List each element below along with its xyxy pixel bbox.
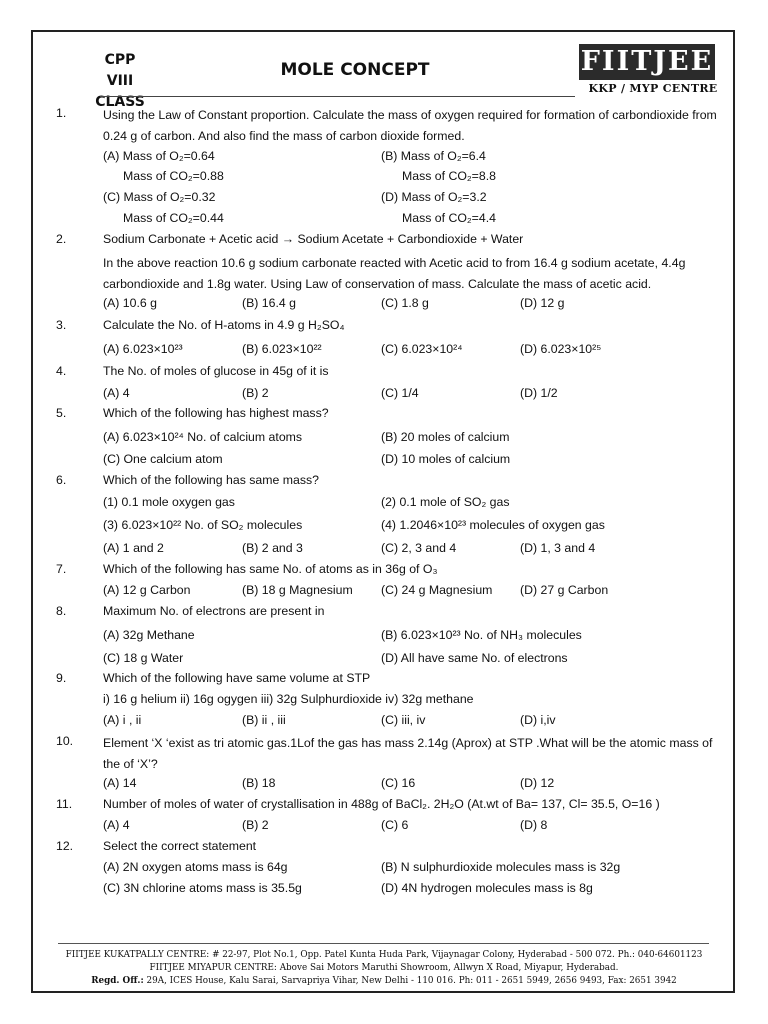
option: (C) 6.023×10²⁴ [381,342,463,356]
option: (D) 27 g Carbon [520,583,609,597]
option: Mass of CO₂=8.8 [402,169,496,183]
fiitjee-logo: FIITJEE [579,44,715,80]
option: (B) 18 [242,776,276,790]
option: (A) 2N oxygen atoms mass is 64g [103,860,288,874]
q6-statements-row-1 [0,494,768,514]
q8-options-row-1 [0,627,768,647]
option: (A) 12 g Carbon [103,583,191,597]
option: Mass of CO₂=0.88 [123,169,224,183]
header-class-block [80,50,160,113]
question-text: Which of the following has same mass? [103,473,319,487]
option: (A) 6.023×10²³ [103,342,183,356]
question-text: Sodium Carbonate + Acetic acid → Sodium Acetate + Carbondioxide + Water [103,232,524,246]
question-number: 8. [56,604,67,618]
option: (A) 6.023×10²⁴ No. of calcium atoms [103,430,303,444]
question-text: Number of moles of water of crystallisation in 488g of BaCl₂. 2H₂O (At.wt of Ba= 137, Cl= 35.5, O=16 ) [103,797,660,811]
page-title: MOLE CONCEPT [280,60,430,80]
question-text: Using the Law of Constant proportion. Calculate the mass of oxygen required for formation of carbondioxide from 0.24 g of carbon. And also find the mass of carbon dioxide formed. [103,108,717,143]
regd-address: 29A, ICES House, Kalu Sarai, Sarvapriya Vihar, New Delhi - 110 016. Ph: 011 - 2651 5949, 2656 9493, Fax: 2651 3942 [143,976,677,986]
option: (C) 6 [381,818,409,832]
option: (D) 1, 3 and 4 [520,541,596,555]
footer-kukatpally: FIITJEE KUKATPALLY CENTRE: # 22-97, Plot No.1, Opp. Patel Kunta Huda Park, Vijaynagar Colony, Hyderabad - 500 072. Ph.: 040-64601123 [65,950,703,960]
option: (B) N sulphurdioxide molecules mass is 32g [381,860,621,874]
q1-options-row-4 [0,210,768,230]
q12-options-row-1 [0,859,768,879]
statement: (4) 1.2046×10²³ molecules of oxygen gas [381,518,605,532]
header-divider [100,96,575,97]
q1-options-row-2 [0,168,768,188]
option: (C) One calcium atom [103,452,223,466]
footer-divider [58,943,709,944]
option: (C) 18 g Water [103,651,184,665]
option: (D) All have same No. of electrons [381,651,568,665]
option: (A) 1 and 2 [103,541,164,555]
option: (C) 1/4 [381,386,419,400]
option: (A) 10.6 g [103,296,157,310]
q4-options [0,385,768,405]
statement: (3) 6.023×10²² No. of SO₂ molecules [103,518,303,532]
option: (A) i , ii [103,713,142,727]
q2-options [0,295,768,315]
question-text: Select the correct statement [103,839,257,853]
question-text: In the above reaction 10.6 g sodium carbonate reacted with Acetic acid to from 16.4 g sodium acetate, 4.4g carbondioxide and 1.8g water. Using Law of conservation of mass. Calculate the mass of acetic acid. [103,256,686,291]
option: (C) 1.8 g [381,296,429,310]
question-text: Element ‘X ‘exist as tri atomic gas.1Lof the gas has mass 2.14g (Aprox) at STP .What will be the atomic mass of the of ‘X’? [103,736,713,771]
option: (D) 12 g [520,296,565,310]
footer-regd-office [36,975,732,987]
question-number: 7. [56,562,67,576]
option: (D) 1/2 [520,386,558,400]
question-number: 10. [56,734,74,748]
option: (A) 4 [103,386,130,400]
q10-options [0,775,768,795]
question-text: The No. of moles of glucose in 45g of it is [103,364,329,378]
q1-options-row-1 [0,148,768,168]
option: Mass of CO₂=0.44 [123,211,224,225]
question-number: 2. [56,232,67,246]
question-number: 5. [56,406,67,420]
q6-options [0,540,768,560]
option: (A) 4 [103,818,130,832]
q5-options-row-1 [0,429,768,449]
q11-options [0,817,768,837]
option: (D) 8 [520,818,548,832]
centre-label: KKP / MYP CENTRE [588,82,718,95]
option: (D) Mass of O₂=3.2 [381,190,487,204]
question-number: 11. [56,797,73,811]
option: (D) 4N hydrogen molecules mass is 8g [381,881,593,895]
question-number: 3. [56,318,67,332]
option: (A) Mass of O₂=0.64 [103,149,215,163]
option: (B) 6.023×10²² [242,342,322,356]
q8-options-row-2 [0,650,768,670]
q3-options [0,341,768,361]
option: (B) 2 [242,818,269,832]
option: Mass of CO₂=4.4 [402,211,496,225]
option: (B) 2 and 3 [242,541,303,555]
option: (C) iii, iv [381,713,426,727]
question-text: Calculate the No. of H-atoms in 4.9 g H₂SO₄ [103,318,345,332]
q1-options-row-3 [0,189,768,209]
q12-options-row-2 [0,880,768,900]
option: (B) 20 moles of calcium [381,430,510,444]
q5-options-row-2 [0,451,768,471]
option: (B) 6.023×10²³ No. of NH₃ molecules [381,628,582,642]
q9-options [0,712,768,732]
option: (C) Mass of O₂=0.32 [103,190,216,204]
question-number: 12. [56,839,74,853]
option: (D) 10 moles of calcium [381,452,511,466]
option: (B) 18 g Magnesium [242,583,353,597]
option: (C) 16 [381,776,416,790]
question-number: 4. [56,364,67,378]
option: (B) 16.4 g [242,296,296,310]
question-text: Maximum No. of electrons are present in [103,604,325,618]
option: (B) ii , iii [242,713,286,727]
regd-label: Regd. Off.: [91,976,144,986]
option: (C) 3N chlorine atoms mass is 35.5g [103,881,302,895]
question-number: 6. [56,473,67,487]
question-text: Which of the following has highest mass? [103,406,329,420]
option: (A) 14 [103,776,137,790]
header-cpp: CPP [104,52,136,68]
option: (B) Mass of O₂=6.4 [381,149,486,163]
option: (D) i,iv [520,713,556,727]
footer-miyapur: FIITJEE MIYAPUR CENTRE: Above Sai Motors Maruthi Showroom, Allwyn X Road, Miyapur, Hyderabad. [149,963,619,973]
q6-statements-row-2 [0,517,768,537]
statement: (2) 0.1 mole of SO₂ gas [381,495,510,509]
header-class: VIII CLASS [95,73,145,110]
option: (A) 32g Methane [103,628,195,642]
option: (C) 24 g Magnesium [381,583,493,597]
question-text: i) 16 g helium ii) 16g ogygen iii) 32g Sulphurdioxide iv) 32g methane [103,692,474,706]
q7-options [0,582,768,602]
statement: (1) 0.1 mole oxygen gas [103,495,235,509]
question-text: Which of the following has same No. of atoms as in 36g of O₃ [103,562,438,576]
option: (B) 2 [242,386,269,400]
option: (C) 2, 3 and 4 [381,541,457,555]
option: (D) 6.023×10²⁵ [520,342,602,356]
option: (D) 12 [520,776,555,790]
question-text: Which of the following have same volume at STP [103,671,371,685]
question-number: 1. [56,106,67,120]
question-number: 9. [56,671,67,685]
